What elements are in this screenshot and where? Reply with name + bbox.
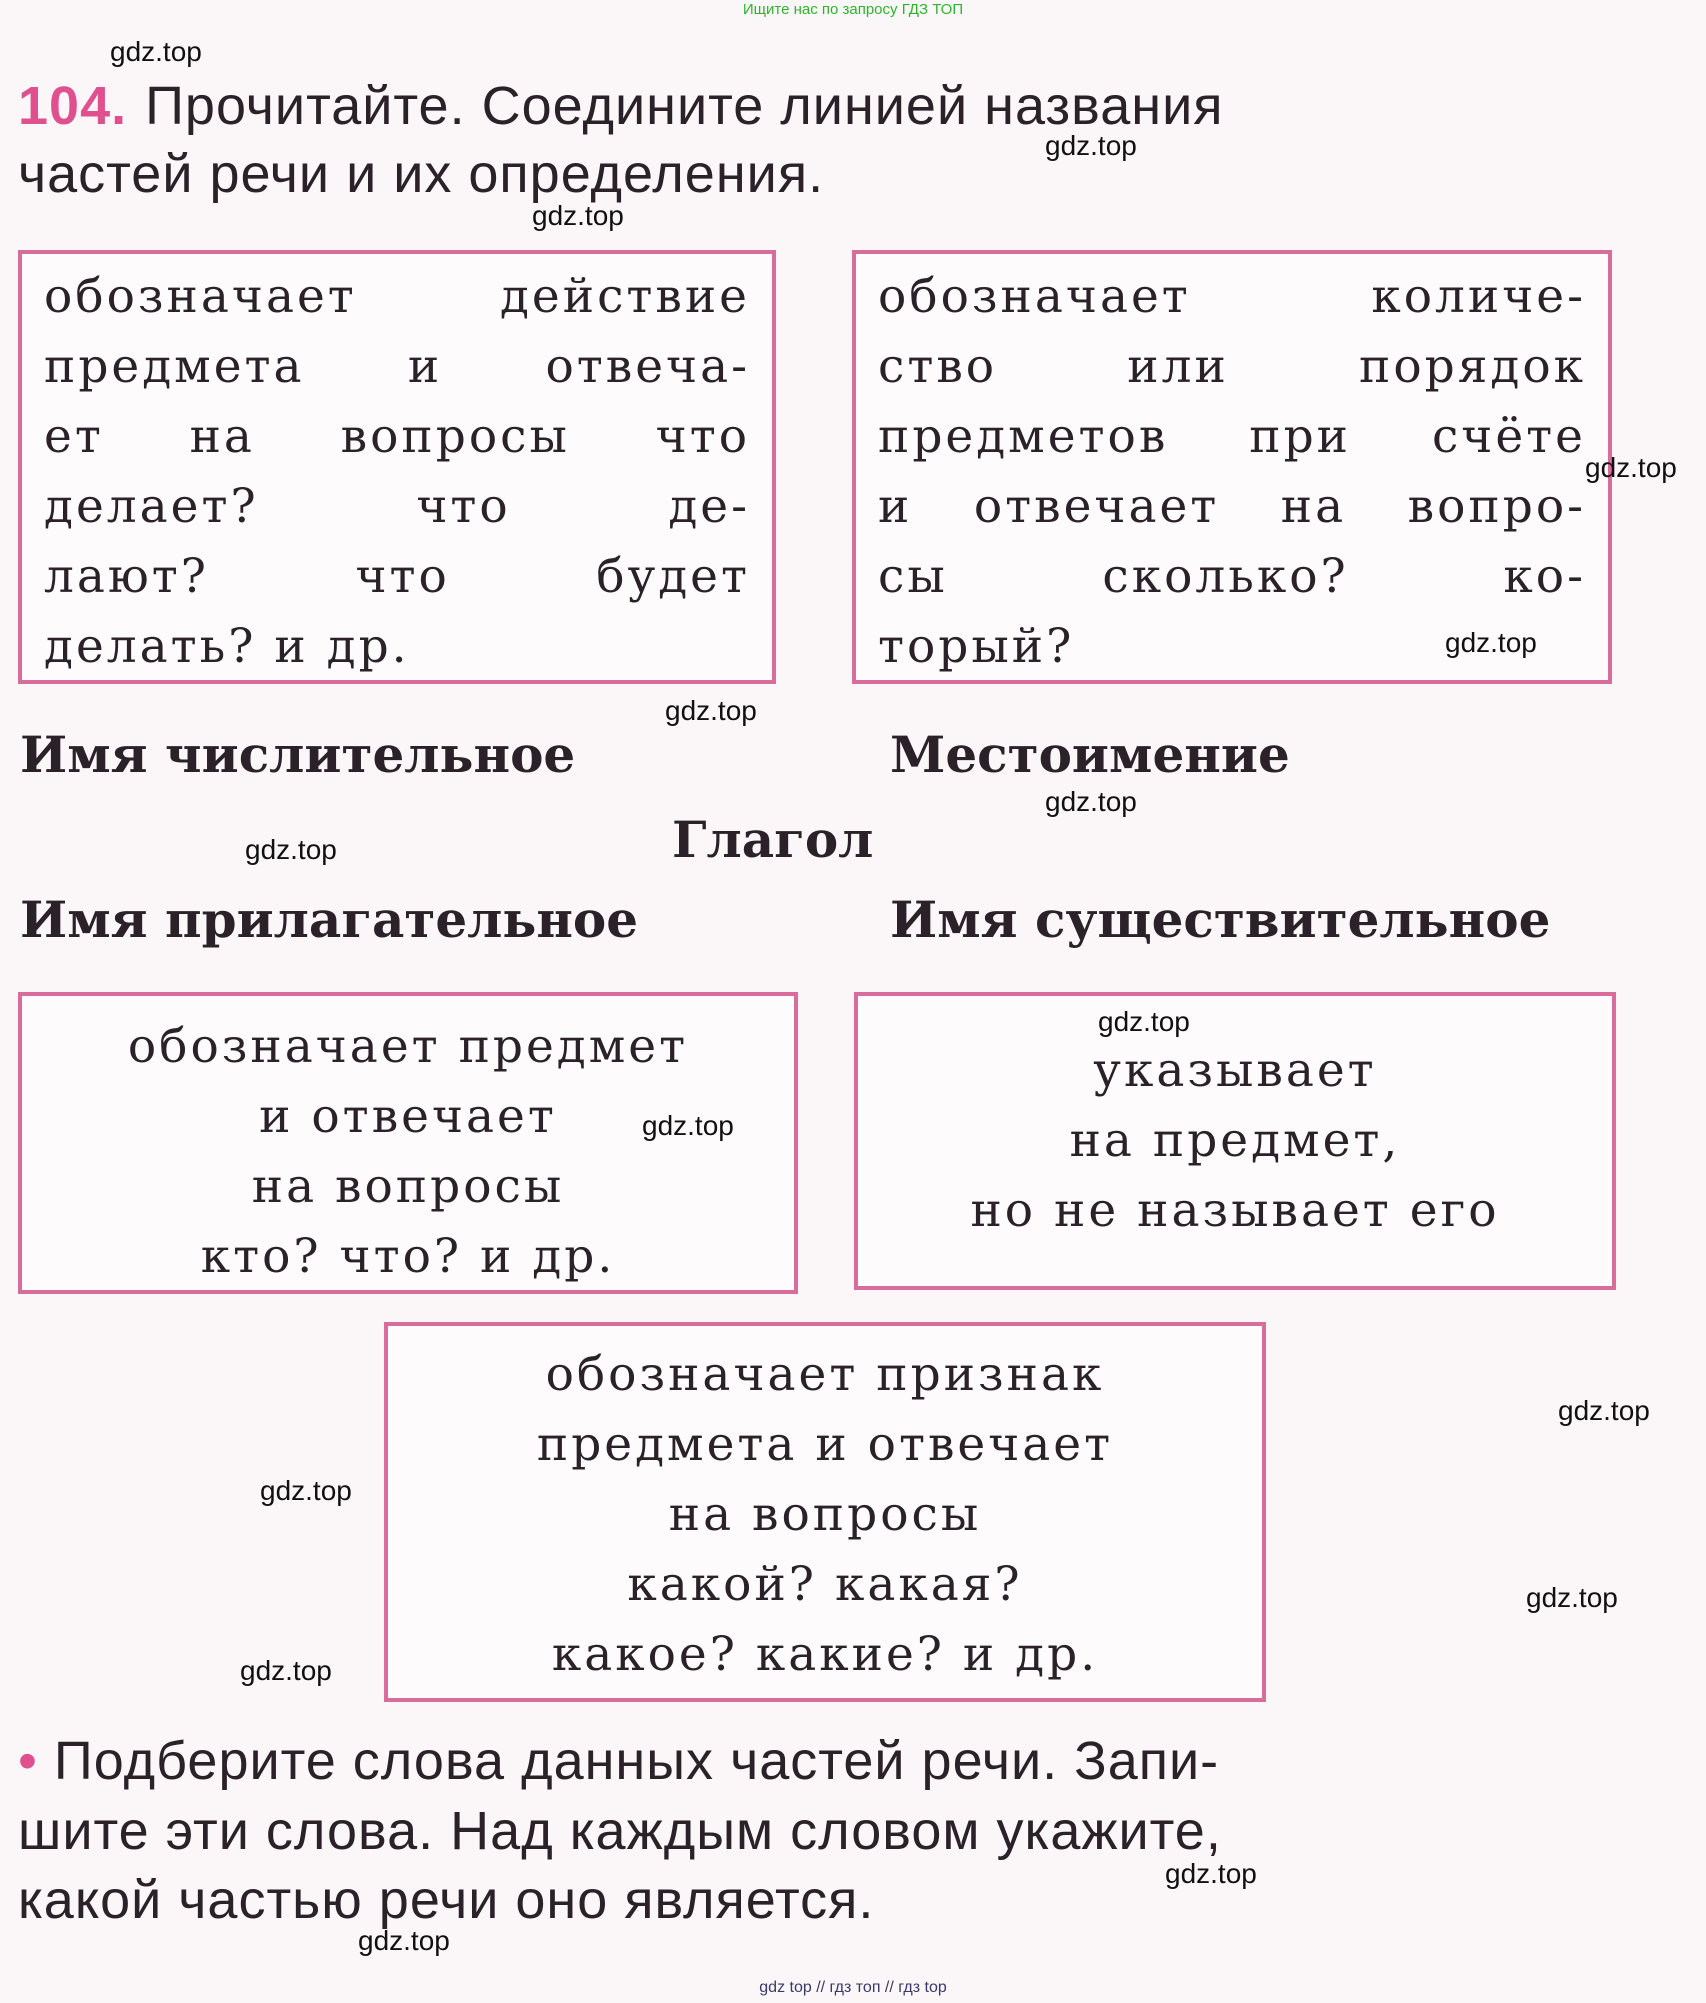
box-line: обозначает действие — [44, 269, 750, 324]
term-pronoun: Местоимение — [890, 725, 1290, 784]
box-line: предметов при счёте — [878, 409, 1586, 464]
box-line: сы сколько? ко- — [878, 549, 1586, 604]
box-line: лают? что будет — [44, 549, 750, 604]
box-line: ет на вопросы что — [44, 409, 750, 464]
box-line: указывает — [1093, 1043, 1377, 1098]
watermark: gdz.top — [110, 36, 202, 67]
bottom-banner: gdz top // гдз топ // гдз top — [759, 1979, 947, 1996]
watermark: gdz.top — [245, 834, 337, 865]
watermark: gdz.top — [532, 200, 624, 231]
pronoun-definition-box — [854, 992, 1616, 1290]
box-line: какое? какие? и др. — [551, 1627, 1099, 1682]
box-line: кто? что? и др. — [200, 1229, 616, 1284]
numeral-definition-box — [852, 250, 1612, 684]
task-heading-text-1: Прочитайте. Соедините линией названия — [145, 76, 1224, 136]
bottom-task-line2: шите эти слова. Над каждым словом укажите, — [18, 1801, 1222, 1861]
bullet-icon: • — [18, 1731, 38, 1791]
watermark: gdz.top — [1165, 1858, 1257, 1889]
box-line: делает? что де- — [44, 479, 750, 534]
bottom-task-line3: какой частью речи оно является. — [18, 1870, 875, 1930]
watermark: gdz.top — [1098, 1006, 1190, 1037]
top-banner: Ищите нас по запросу ГДЗ ТОП — [742, 1, 964, 18]
watermark: gdz.top — [1045, 130, 1137, 161]
adjective-definition-box — [384, 1322, 1266, 1702]
box-line: на вопросы — [251, 1159, 565, 1214]
box-line: предмета и отвечает — [536, 1417, 1114, 1472]
box-line: предмета и отвеча- — [44, 339, 750, 394]
box-line: обозначает предмет — [127, 1019, 689, 1074]
task-number: 104. — [18, 76, 128, 136]
box-line: и отвечает на вопро- — [878, 479, 1586, 534]
bottom-task-text-1: Подберите слова данных частей речи. Запи- — [53, 1731, 1220, 1791]
watermark: gdz.top — [260, 1475, 352, 1506]
task-heading-line2: частей речи и их определения. — [18, 144, 825, 204]
watermark: gdz.top — [1585, 452, 1677, 483]
bottom-task-line1 — [18, 1727, 1219, 1795]
watermark: gdz.top — [1526, 1582, 1618, 1613]
watermark: gdz.top — [1045, 786, 1137, 817]
noun-definition-box — [18, 992, 798, 1294]
box-line: обозначает количе- — [878, 269, 1586, 324]
term-verb: Глагол — [672, 810, 874, 869]
watermark: gdz.top — [358, 1925, 450, 1956]
box-line: торый? — [878, 619, 1075, 674]
box-line: ство или порядок — [878, 339, 1586, 394]
box-line: и отвечает — [259, 1089, 557, 1144]
verb-definition-box — [18, 250, 776, 684]
task-heading-line1 — [18, 72, 1223, 140]
box-line: делать? и др. — [44, 619, 410, 674]
term-adjective: Имя прилагательное — [20, 890, 639, 949]
watermark: gdz.top — [642, 1110, 734, 1141]
box-line: обозначает признак — [545, 1347, 1105, 1402]
watermark: gdz.top — [1445, 627, 1537, 658]
watermark: gdz.top — [1558, 1395, 1650, 1426]
term-noun: Имя существительное — [890, 890, 1551, 949]
box-line: но не называет его — [970, 1183, 1500, 1238]
watermark: gdz.top — [240, 1655, 332, 1686]
box-line: на вопросы — [668, 1487, 982, 1542]
watermark: gdz.top — [665, 695, 757, 726]
box-line: на предмет, — [1069, 1113, 1401, 1168]
box-line: какой? какая? — [627, 1557, 1023, 1612]
term-numeral: Имя числительное — [20, 725, 576, 784]
